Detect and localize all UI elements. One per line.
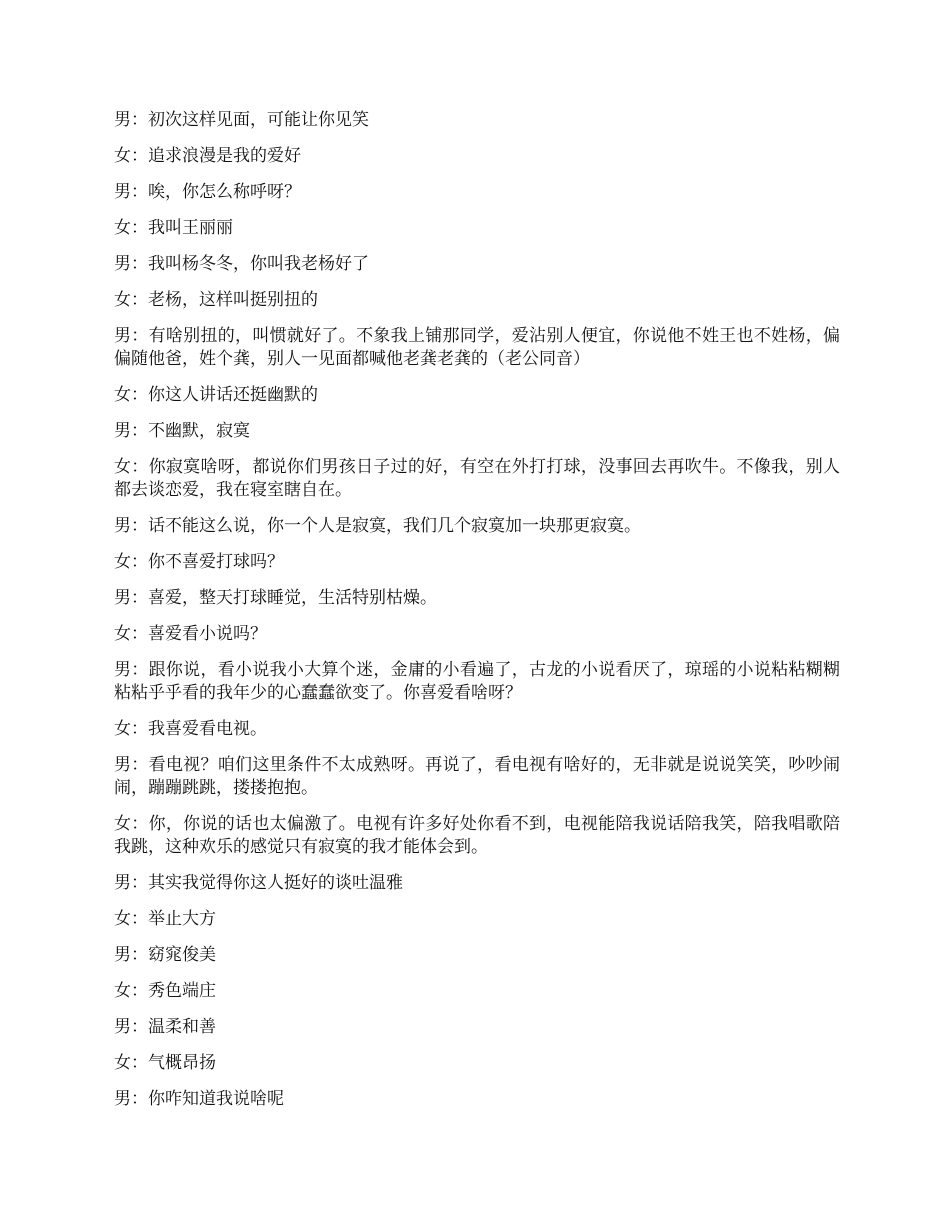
dialogue-line: 女：我叫王丽丽	[114, 218, 233, 238]
dialogue-line: 女：你寂寞啥呀，都说你们男孩日子过的好，有空在外打打球，没事回去再吹牛。不像我，别人都去谈恋爱，我在寝室瞎自在。	[114, 457, 840, 500]
dialogue-line: 男：你咋知道我说啥呢	[114, 1089, 284, 1109]
dialogue-line: 女：你，你说的话也太偏激了。电视有许多好处你看不到，电视能陪我说话陪我笑，陪我唱歌陪我跳，这种欢乐的感觉只有寂寞的我才能体会到。	[114, 814, 840, 857]
dialogue-line: 男：我叫杨冬冬，你叫我老杨好了	[114, 254, 369, 274]
dialogue-line: 男：其实我觉得你这人挺好的谈吐温雅	[114, 873, 403, 893]
dialogue-line: 女：老杨，这样叫挺别扭的	[114, 290, 318, 310]
dialogue-line: 男：看电视？咱们这里条件不太成熟呀。再说了，看电视有啥好的，无非就是说说笑笑，吵吵闹闹，蹦蹦跳跳，搂搂抱抱。	[114, 755, 840, 798]
dialogue-line: 男：初次这样见面，可能让你见笑	[114, 110, 369, 130]
dialogue-line: 女：喜爱看小说吗？	[114, 624, 267, 644]
dialogue-line: 男：温柔和善	[114, 1017, 216, 1037]
dialogue-line: 男：不幽默，寂寞	[114, 421, 250, 441]
dialogue-line: 女：追求浪漫是我的爱好	[114, 146, 301, 166]
dialogue-line: 男：喜爱，整天打球睡觉，生活特别枯燥。	[114, 588, 437, 608]
dialogue-line: 男：话不能这么说，你一个人是寂寞，我们几个寂寞加一块那更寂寞。	[114, 516, 641, 536]
dialogue-line: 女：你这人讲话还挺幽默的	[114, 385, 318, 405]
document-body	[114, 109, 840, 1124]
dialogue-line: 男：有啥别扭的，叫惯就好了。不象我上铺那同学，爱沾别人便宜，你说他不姓王也不姓杨，偏偏随他爸，姓个龚，别人一见面都喊他老龚老龚的（老公同音）	[114, 326, 840, 369]
dialogue-line: 女：你不喜爱打球吗？	[114, 552, 284, 572]
dialogue-line: 男：窈窕俊美	[114, 945, 216, 965]
dialogue-line: 男：唉，你怎么称呼呀？	[114, 182, 301, 202]
dialogue-line: 男：跟你说，看小说我小大算个迷，金庸的小看遍了，古龙的小说看厌了，琼瑶的小说粘粘糊糊粘粘乎乎看的我年少的心蠢蠢欲变了。你喜爱看啥呀？	[114, 660, 840, 703]
dialogue-line: 女：举止大方	[114, 909, 216, 929]
dialogue-line: 女：秀色端庄	[114, 981, 216, 1001]
dialogue-line: 女：气概昂扬	[114, 1053, 216, 1073]
dialogue-line: 女：我喜爱看电视。	[114, 719, 267, 739]
